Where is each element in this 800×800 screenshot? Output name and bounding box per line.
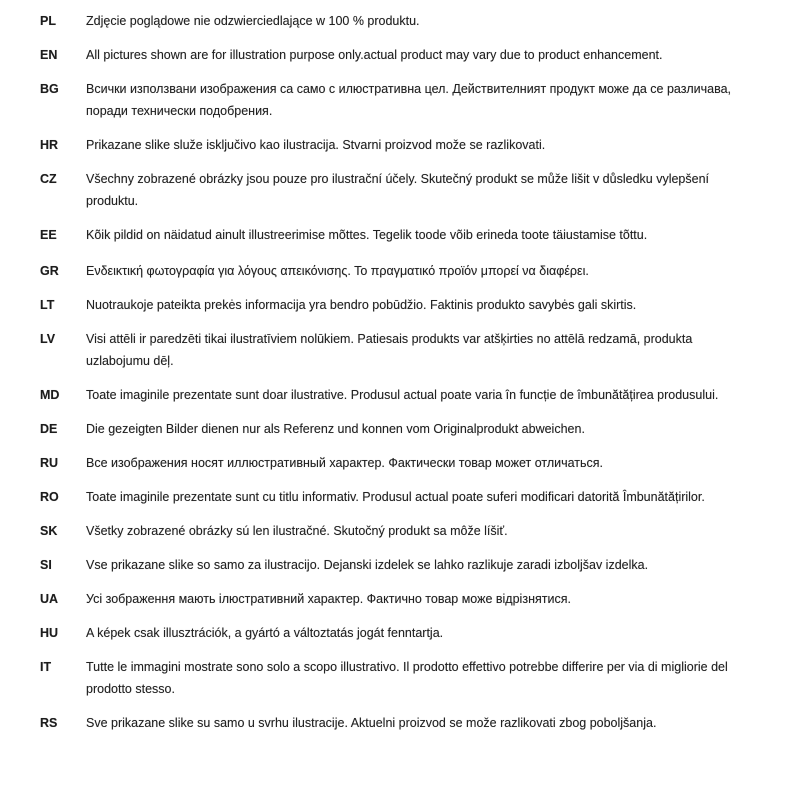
language-code: EE	[40, 228, 57, 242]
language-code: HU	[40, 626, 59, 640]
disclaimer-row-pl	[40, 10, 764, 32]
disclaimer-text: Prikazane slike služe isključivo kao ilustracija. Stvarni proizvod može se razlikovati.	[86, 138, 546, 152]
language-code: IT	[40, 660, 52, 674]
language-code: BG	[40, 82, 59, 96]
disclaimer-row-bg	[40, 78, 764, 122]
disclaimer-row-ru	[40, 452, 764, 474]
language-code: SK	[40, 524, 58, 538]
disclaimer-text: Nuotraukoje pateikta prekės informacija yra bendro pobūdžio. Faktinis produkto savybės gali skirtis.	[86, 298, 637, 312]
language-code: PL	[40, 14, 56, 28]
language-code: LV	[40, 332, 56, 346]
disclaimer-row-ee	[40, 224, 764, 246]
disclaimer-row-md	[40, 384, 764, 406]
disclaimer-text: Vse prikazane slike so samo za ilustracijo. Dejanski izdelek se lahko razlikuje zaradi izboljšav izdelka.	[86, 558, 649, 572]
disclaimer-text: Všetky zobrazené obrázky sú len ilustračné. Skutočný produkt sa môže líšiť.	[86, 524, 508, 538]
language-code: SI	[40, 558, 52, 572]
language-code: HR	[40, 138, 59, 152]
disclaimer-text: Sve prikazane slike su samo u svrhu ilustracije. Aktuelni proizvod se može razlikovati zbog poboljšanja.	[86, 716, 657, 730]
disclaimer-text: A képek csak illusztrációk, a gyártó a változtatás jogát fenntartja.	[86, 626, 444, 640]
language-code: RU	[40, 456, 59, 470]
disclaimer-text: Zdjęcie poglądowe nie odzwierciedlające w 100 % produktu.	[86, 14, 420, 28]
disclaimer-text: Kõik pildid on näidatud ainult illustreerimise mõttes. Tegelik toode võib erineda toote täiustamise tõttu.	[86, 228, 648, 242]
language-code: CZ	[40, 172, 57, 186]
disclaimer-row-ua	[40, 588, 764, 610]
disclaimer-text: Tutte le immagini mostrate sono solo a scopo illustrativo. Il prodotto effettivo potrebbe differire per via di migliorie del prodotto stesso.	[86, 660, 728, 696]
language-code: GR	[40, 264, 59, 278]
disclaimer-row-hu	[40, 622, 764, 644]
disclaimer-text: Všechny zobrazené obrázky jsou pouze pro ilustrační účely. Skutečný produkt se může lišit v důsledku vylepšení produktu.	[86, 172, 710, 208]
language-code: EN	[40, 48, 58, 62]
language-code: RS	[40, 716, 58, 730]
disclaimer-row-lt	[40, 294, 764, 316]
disclaimer-text: Toate imaginile prezentate sunt cu titlu informativ. Produsul actual poate suferi modificari datorită Îmbunătățirilor.	[86, 490, 705, 504]
disclaimer-row-it	[40, 656, 764, 700]
disclaimer-row-rs	[40, 712, 764, 734]
language-code: LT	[40, 298, 55, 312]
disclaimer-row-sk	[40, 520, 764, 542]
disclaimer-text: Ενδεικτική φωτογραφία για λόγους απεικόνισης. Το πραγματικό προϊόν μπορεί να διαφέρει.	[86, 264, 589, 278]
disclaimer-row-de	[40, 418, 764, 440]
disclaimer-row-lv	[40, 328, 764, 372]
disclaimer-text: Все изображения носят иллюстративный характер. Фактически товар может отличаться.	[86, 456, 604, 470]
disclaimer-row-gr	[40, 260, 764, 282]
disclaimer-row-hr	[40, 134, 764, 156]
disclaimer-row-en	[40, 44, 764, 66]
language-code: DE	[40, 422, 58, 436]
disclaimer-row-cz	[40, 168, 764, 212]
disclaimer-text: Die gezeigten Bilder dienen nur als Referenz und konnen vom Originalprodukt abweichen.	[86, 422, 585, 436]
language-code: RO	[40, 490, 59, 504]
disclaimer-text: Visi attēli ir paredzēti tikai ilustratīviem nolūkiem. Patiesais produkts var atšķirties no attēlā redzamā, produkta uzlabojumu dēļ.	[86, 332, 693, 368]
language-code: MD	[40, 388, 60, 402]
disclaimer-row-ro	[40, 486, 764, 508]
disclaimer-text: Усі зображення мають ілюстративний характер. Фактично товар може відрізнятися.	[86, 592, 571, 606]
disclaimer-text: Всички използвани изображения са само с илюстративна цел. Действителният продукт може да се различава, поради технически подобрения.	[86, 82, 731, 118]
language-code: UA	[40, 592, 59, 606]
disclaimer-text: Toate imaginile prezentate sunt doar ilustrative. Produsul actual poate varia în funcție de îmbunătățirea produsului.	[86, 388, 719, 402]
disclaimer-text: All pictures shown are for illustration purpose only.actual product may vary due to product enhancement.	[86, 48, 663, 62]
disclaimer-row-si	[40, 554, 764, 576]
